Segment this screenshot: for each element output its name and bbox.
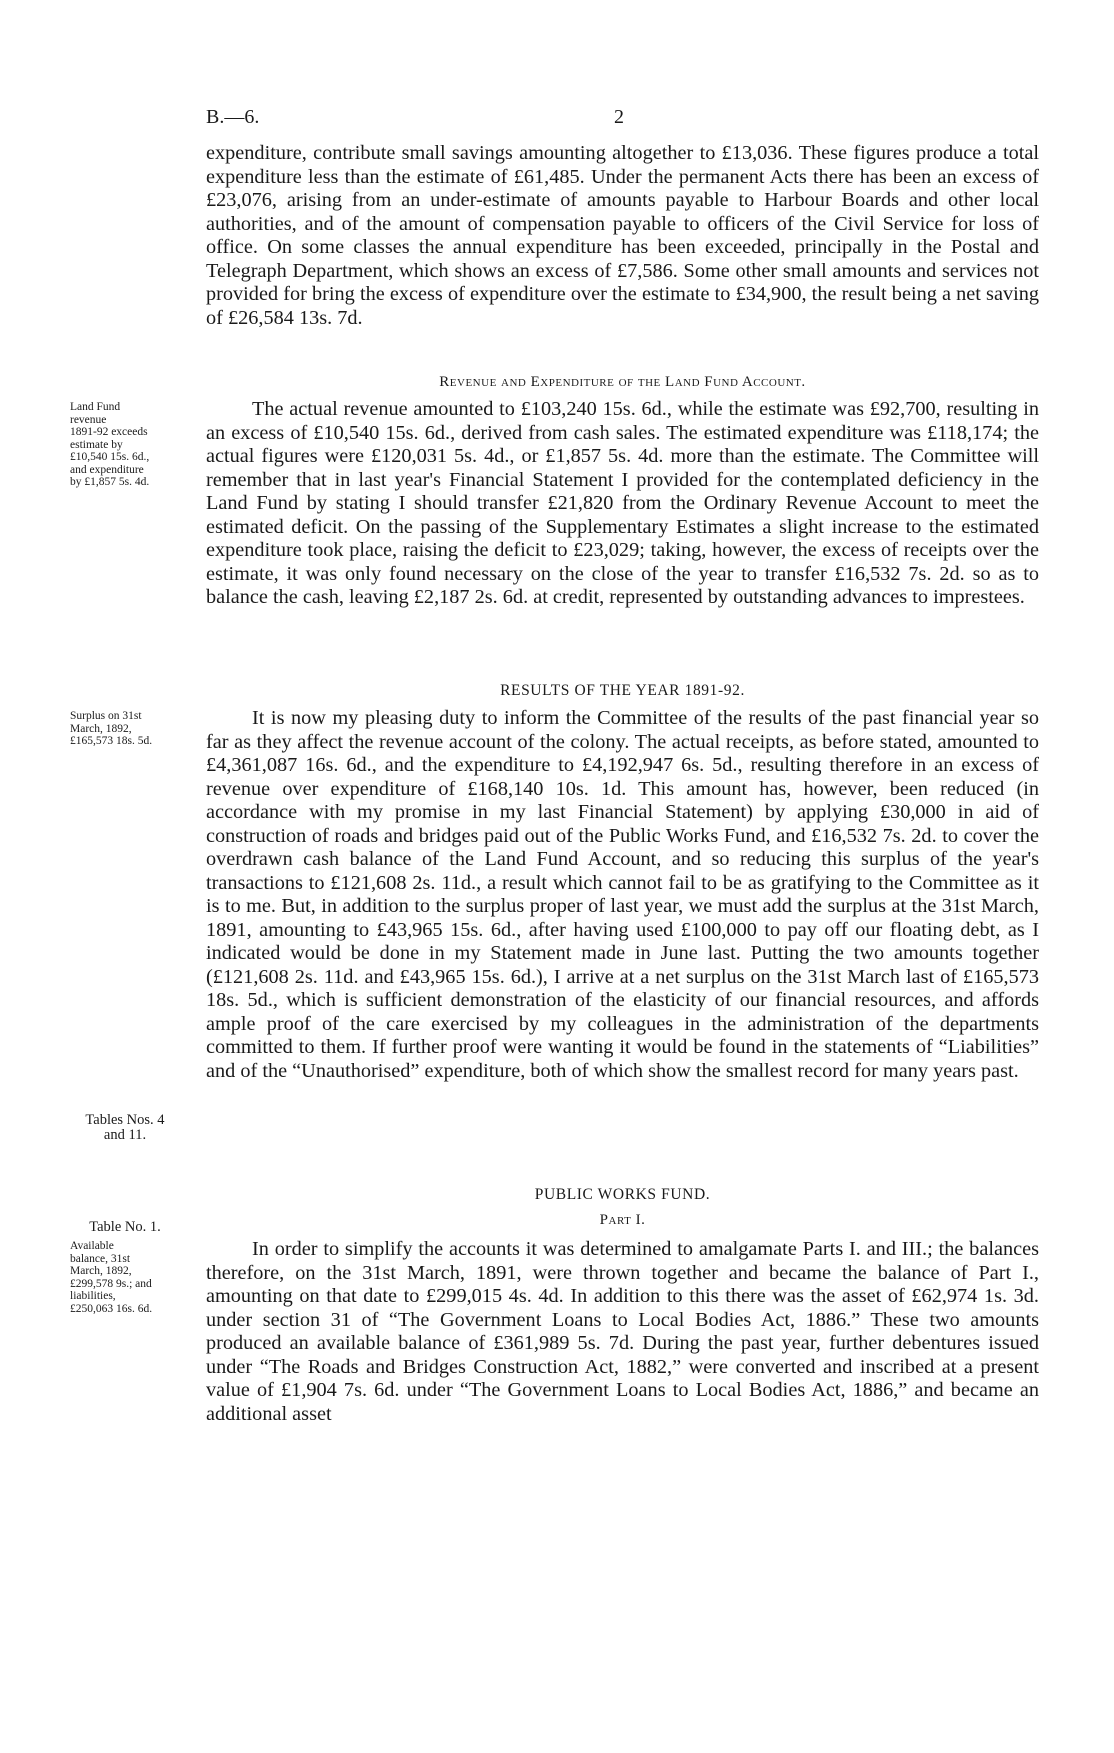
- heading-results: RESULTS OF THE YEAR 1891-92.: [500, 682, 745, 699]
- paragraph-text: It is now my pleasing duty to inform the Committee of the results of the past financial year so far as they affect the revenue account of the colony. The actual receipts, as before stated, amounted to £4,361,087 16s. 6d., and the expenditure to £4,192,947 6s. 5d., resulting therefore in an excess of revenue over expenditure of £168,140 10s. 1d. This amount has, however, been reduced (in accordance with my promise in my last Financial Statement) by applying £30,000 in aid of construction of roads and bridges paid out of the Public Works Fund, and £16,532 7s. 2d. to cover the overdrawn cash balance of the Land Fund Account, and so reducing this surplus of the year's transactions to £121,608 2s. 11d., a result which cannot fail to be as gratifying to the Committee as it is to me. But, in addition to the surplus proper of last year, we must add the surplus at the 31st March, 1891, amounting to £43,965 15s. 6d., after having used £100,000 to pay off our floating debt, as I indicated would be done in my Statement made in June last. Putting the two amounts together (£121,608 2s. 11d. and £43,965 15s. 6d.), I arrive at a net surplus on the 31st March last of £165,573 18s. 5d., which is sufficient demonstration of the elasticity of our financial resources, and affords ample proof of the care exercised by my colleagues in the administration of the departments committed to them. If further proof were wanting it would be found in the statements of “Liabilities” and of the “Unauthorised” expenditure, both of which show the smallest record for many years past.: [206, 707, 1039, 1082]
- paragraph-text: In order to simplify the accounts it was determined to amalgamate Parts I. and III.; the balances therefore, on the 31st March, 1891, were thrown together and became the balance of Part I., amounting on that date to £299,015 4s. 4d. In addition to this there was the asset of £62,974 1s. 3d. under section 31 of “The Government Loans to Local Bodies Act, 1886.” These two amounts produced an available balance of £361,989 5s. 7d. During the past year, further debentures issued under “The Roads and Bridges Construction Act, 1882,” were converted and inscribed at a present value of £1,904 7s. 6d. under “The Government Loans to Local Bodies Act, 1886,” and became an additional asset: [206, 1238, 1039, 1425]
- side-note-table-one: Table No. 1.: [89, 1219, 161, 1235]
- side-note-land-fund: [70, 401, 208, 489]
- side-note-line: revenue: [70, 413, 107, 426]
- side-note-line: estimate by: [70, 438, 123, 451]
- side-note-line: and expenditure: [70, 463, 144, 476]
- side-note-line: liabilities,: [70, 1290, 116, 1302]
- side-note-line: Tables Nos. 4: [85, 1112, 165, 1128]
- side-note-tables: [70, 1113, 208, 1143]
- side-note-line: March, 1892,: [70, 1265, 132, 1277]
- side-note-line: Surplus on 31st: [70, 710, 142, 722]
- side-note-line: and 11.: [103, 1127, 147, 1143]
- side-note-line: £299,578 9s.; and: [70, 1277, 152, 1290]
- side-note-line: £10,540 15s. 6d.,: [70, 451, 150, 463]
- paragraph-savings: [206, 142, 1039, 330]
- document-code: B.—6.: [206, 106, 260, 128]
- heading-part-one: Part I.: [599, 1212, 646, 1228]
- side-note-line: March, 1892,: [70, 722, 132, 735]
- side-note-line: £250,063 16s. 6d.: [70, 1302, 153, 1315]
- side-note-surplus: [70, 710, 208, 748]
- paragraph-text: The actual revenue amounted to £103,240 15s. 6d., while the estimate was £92,700, resulting in an excess of £10,540 15s. 6d., derived from cash sales. The estimated expenditure was £118,174; the actual figures were £120,031 5s. 4d., or £1,857 5s. 4d. more than the estimate. The Committee will remember that in last year's Financial Statement I provided for the contemplated deficiency in the Land Fund by stating I should transfer £21,820 from the Ordinary Revenue Account to meet the estimated deficit. On the passing of the Supplementary Estimates a slight increase to the estimated expenditure took place, raising the deficit to £23,029; taking, however, the excess of receipts over the estimate, it was only found necessary on the close of the year to transfer £16,532 7s. 2d. so as to balance the cash, leaving £2,187 2s. 6d. at credit, represented by outstanding advances to imprestees.: [206, 398, 1039, 608]
- side-note-line: by £1,857 5s. 4d.: [70, 476, 150, 488]
- paragraph-public-works: [206, 1238, 1039, 1426]
- page-number: 2: [614, 106, 624, 128]
- heading-land-fund: Revenue and Expenditure of the Land Fund Account.: [439, 374, 806, 390]
- paragraph-text: expenditure, contribute small savings amounting altogether to £13,036. These figures produce a total expenditure less than the estimate of £61,485. Under the permanent Acts there has been an excess of £23,076, arising from an under-estimate of amounts payable to Harbour Boards and other local authorities, and of the amount of compensation payable to officers of the Civil Service for loss of office. On some classes the annual expenditure has been exceeded, principally in the Postal and Telegraph Department, which shows an excess of £7,586. Some other small amounts and services not provided for bring the excess of expenditure over the estimate to £34,900, the result being a net saving of £26,584 13s. 7d.: [206, 142, 1039, 329]
- paragraph-results: [206, 707, 1039, 1083]
- paragraph-land-fund: [206, 398, 1039, 610]
- side-note-available: [70, 1240, 208, 1315]
- heading-public-works: PUBLIC WORKS FUND.: [534, 1186, 711, 1203]
- side-note-line: balance, 31st: [70, 1252, 131, 1265]
- side-note-line: Available: [70, 1240, 114, 1252]
- side-note-line: Land Fund: [70, 401, 121, 413]
- side-note-line: £165,573 18s. 5d.: [70, 735, 153, 747]
- side-note-line: 1891-92 exceeds: [70, 426, 148, 438]
